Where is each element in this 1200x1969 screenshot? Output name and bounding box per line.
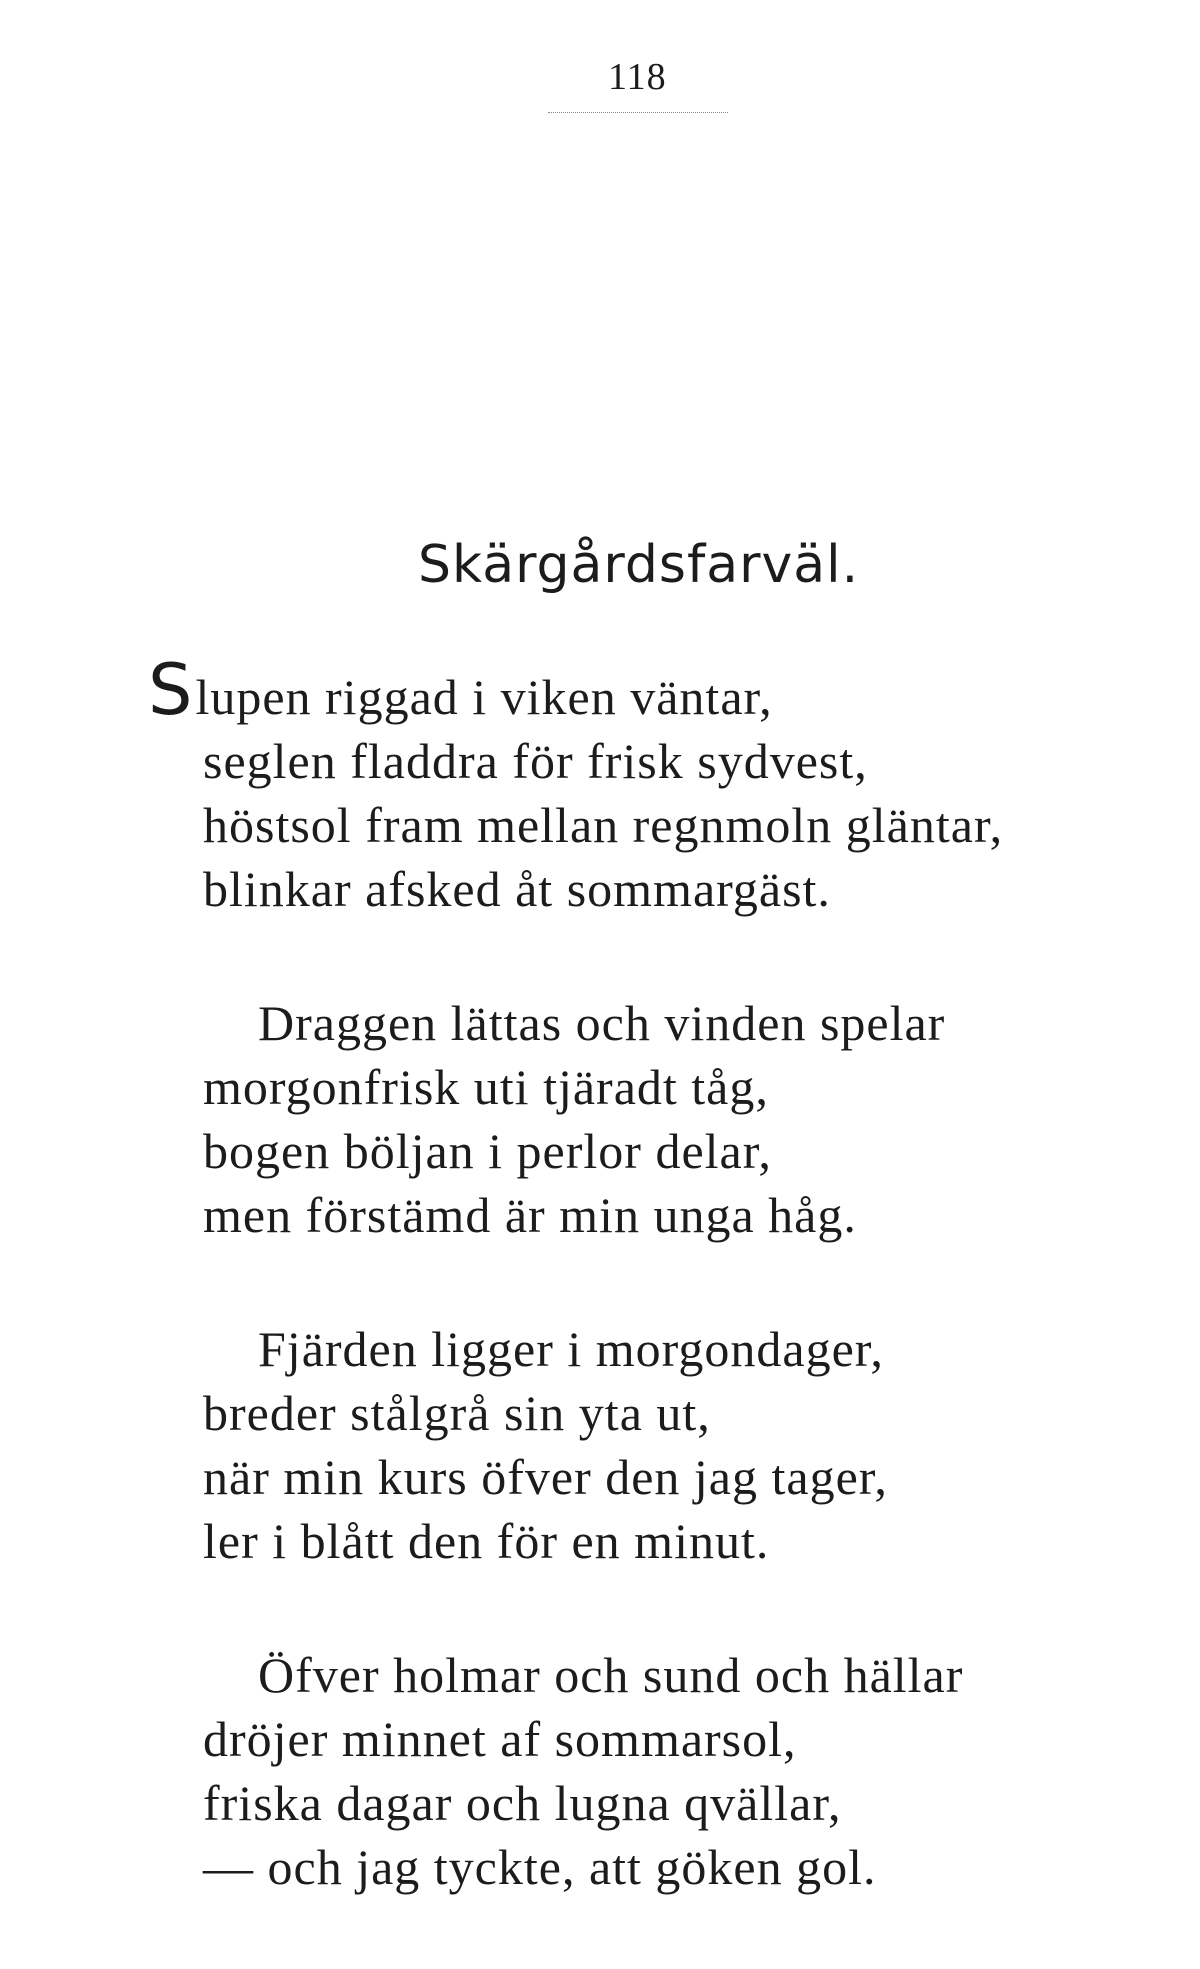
poem-line: bogen böljan i perlor delar,	[203, 1123, 772, 1179]
poem-line: när min kurs öfver den jag tager,	[203, 1449, 888, 1505]
page-number-rule	[548, 112, 728, 113]
poem-line: ler i blått den för en minut.	[203, 1513, 770, 1569]
poem-title: Skärgårdsfarväl.	[418, 535, 860, 595]
drop-cap: S	[148, 649, 194, 731]
poem-line: Draggen lättas och vinden spelar	[258, 995, 946, 1051]
poem-line-text: lupen riggad i viken väntar,	[195, 669, 773, 725]
page-number: 118	[608, 56, 667, 98]
stanza-2	[203, 991, 1103, 1247]
poem-line: morgonfrisk uti tjäradt tåg,	[203, 1059, 769, 1115]
poem-line	[148, 649, 1103, 731]
poem-line: breder stålgrå sin yta ut,	[203, 1385, 711, 1441]
stanza-4	[203, 1643, 1103, 1899]
stanza-3	[203, 1317, 1103, 1573]
poem-line: men förstämd är min unga håg.	[203, 1187, 857, 1243]
poem-line: höstsol fram mellan regnmoln gläntar,	[203, 797, 1004, 853]
poem-line: friska dagar och lugna qvällar,	[203, 1775, 842, 1831]
poem-line: Öfver holmar och sund och hällar	[258, 1647, 964, 1703]
poem-line: dröjer minnet af sommarsol,	[203, 1711, 797, 1767]
stanza-1	[148, 649, 1103, 921]
poem-body	[148, 649, 1103, 1969]
poem-line: blinkar afsked åt sommargäst.	[203, 861, 831, 917]
poem-line: Fjärden ligger i morgondager,	[258, 1321, 884, 1377]
poem-line: — och jag tyckte, att göken gol.	[203, 1839, 877, 1895]
poem-line: seglen fladdra för frisk sydvest,	[203, 733, 868, 789]
